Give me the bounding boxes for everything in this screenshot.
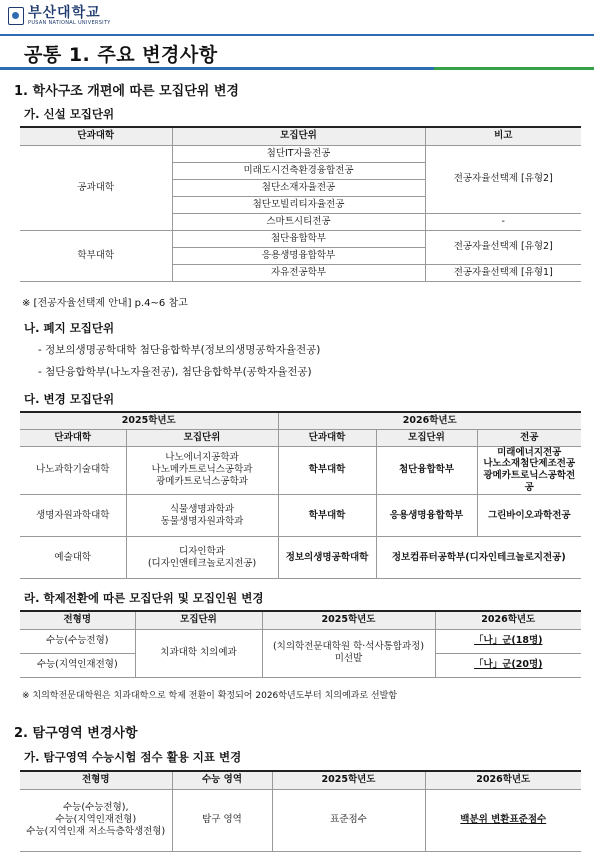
university-logo [8,6,111,26]
subsection-s2-ga-title: 가. 탐구영역 수능시험 점수 활용 지표 변경 [24,750,242,764]
year2026-cell [425,789,581,851]
table-header: 모집단위 [376,429,477,446]
conversion-footnote: ※ 치의학전문대학원은 치과대학으로 학제 전환이 확정되어 2026학년도부터 치의예과로 선발함 [22,691,398,701]
year2026-value: 「나」군(20명) [474,659,543,671]
section-1-title: 1. 학사구조 개편에 따른 모집단위 변경 [14,84,239,99]
abolished-item: - 정보의생명공학대학 첨단융합학부(정보의생명공학자율전공) [38,344,321,356]
table-header: 2026학년도 [425,771,581,789]
subsection-ra-title: 라. 학제전환에 따른 모집단위 및 모집인원 변경 [24,591,264,605]
logo-english-name: PUSAN NATIONAL UNIVERSITY [28,20,111,26]
unit-cell [126,495,278,537]
major-line: 나노소재첨단제조전공 [483,458,576,470]
table-header: 모집단위 [126,429,278,446]
unit-cell: 스마트시티전공 [172,213,425,230]
university-emblem-icon [8,7,24,25]
unit-cell: 첨단모빌리티자율전공 [172,196,425,213]
year2026-cell [435,629,581,653]
unit-cell: 치과대학 치의예과 [135,629,262,677]
year2026-value: 백분위 변환표준점수 [460,814,547,826]
admission-type-line: 수능(수능전형), [63,802,129,814]
table-header: 단과대학 [20,127,172,145]
college-cell: 생명자원과학대학 [20,495,126,537]
logo-name: 부산대학교 [28,5,101,21]
subsection-na-title: 나. 폐지 모집단위 [24,321,115,335]
title-top-rule [0,34,594,36]
table-header: 전공 [477,429,581,446]
conversion-table [20,610,581,678]
college-cell: 학부대학 [278,495,376,537]
table-header: 모집단위 [172,127,425,145]
admission-type-line: 수능(지역인재 저소득층학생전형) [26,825,166,837]
unit-cell: 응용생명융합학부 [376,495,477,537]
major-line: 미래에너지전공 [497,446,562,458]
area-cell: 탐구 영역 [172,789,272,851]
page-title: 공통 1. 주요 변경사항 [24,44,218,66]
table-header: 전형명 [20,611,135,629]
major-line: 광메카트로닉스공학전공 [483,470,576,494]
year2025-line: 미선발 [334,653,363,664]
note-cell: - [425,213,581,230]
major-cell: 그린바이오과학전공 [477,495,581,537]
unit-line: 나노에너지공학과 [165,452,239,464]
table-header: 수능 영역 [172,771,272,789]
unit-cell: 첨단융합학부 [172,230,425,247]
admission-type-cell [20,789,172,851]
year2026-value: 「나」군(18명) [474,635,543,647]
unit-line: 나노메카트로닉스공학과 [151,464,253,476]
year-header-2026: 2026학년도 [278,412,581,429]
table-header: 비고 [425,127,581,145]
year2025-line: (치의학전문대학원 학·석사통합과정) [272,641,425,653]
table-header: 단과대학 [278,429,376,446]
table-header: 단과대학 [20,429,126,446]
unit-line: 광메카트로닉스공학과 [156,476,248,488]
unit-cell: 정보컴퓨터공학부(디자인테크놀로지전공) [376,537,581,579]
inquiry-score-table [20,770,581,852]
abolished-item: - 첨단융합학부(나노자율전공), 첨단융합학부(공학자율전공) [38,366,312,378]
unit-line: (디자인앤테크놀로지전공) [147,557,257,569]
reference-footnote: ※ [전공자율선택제 안내] p.4~6 참고 [22,298,188,309]
admission-type-cell: 수능(지역인재전형) [20,653,135,677]
note-cell: 전공자율선택제 [유형1] [425,264,581,281]
major-cell [477,446,581,495]
unit-line: 디자인학과 [179,545,225,557]
new-units-table [20,126,581,282]
unit-cell: 첨단소재자율전공 [172,179,425,196]
note-cell: 전공자율선택제 [유형2] [425,145,581,213]
unit-cell [126,537,278,579]
note-cell: 전공자율선택제 [유형2] [425,230,581,264]
unit-line: 식물생명과학과 [169,503,235,515]
subsection-da-title: 다. 변경 모집단위 [24,392,115,406]
college-cell: 예술대학 [20,537,126,579]
page-title-bar [0,34,594,70]
year-header-2025: 2025학년도 [20,412,278,429]
unit-cell [126,446,278,495]
admission-type-cell: 수능(수능전형) [20,629,135,653]
table-header: 2026학년도 [435,611,581,629]
unit-line: 동물생명자원과학과 [160,515,244,527]
title-accent-rule [434,67,594,70]
year2025-cell [262,629,435,677]
college-cell: 정보의생명공학대학 [278,537,376,579]
section-2-title: 2. 탐구영역 변경사항 [14,726,138,741]
unit-cell: 자유전공학부 [172,264,425,281]
college-cell: 나노과학기술대학 [20,446,126,495]
table-header: 전형명 [20,771,172,789]
college-cell: 학부대학 [20,230,172,281]
changed-units-table [20,411,581,579]
table-header: 모집단위 [135,611,262,629]
unit-cell: 미래도시건축환경융합전공 [172,162,425,179]
year2025-cell: 표준점수 [272,789,425,851]
college-cell: 학부대학 [278,446,376,495]
admission-type-line: 수능(지역인재전형) [55,814,137,826]
subsection-ga-title: 가. 신설 모집단위 [24,107,115,121]
table-header: 2025학년도 [262,611,435,629]
unit-cell: 첨단융합학부 [376,446,477,495]
unit-cell: 첨단IT자율전공 [172,145,425,162]
table-header: 2025학년도 [272,771,425,789]
unit-cell: 응용생명융합학부 [172,247,425,264]
college-cell: 공과대학 [20,145,172,230]
year2026-cell [435,653,581,677]
